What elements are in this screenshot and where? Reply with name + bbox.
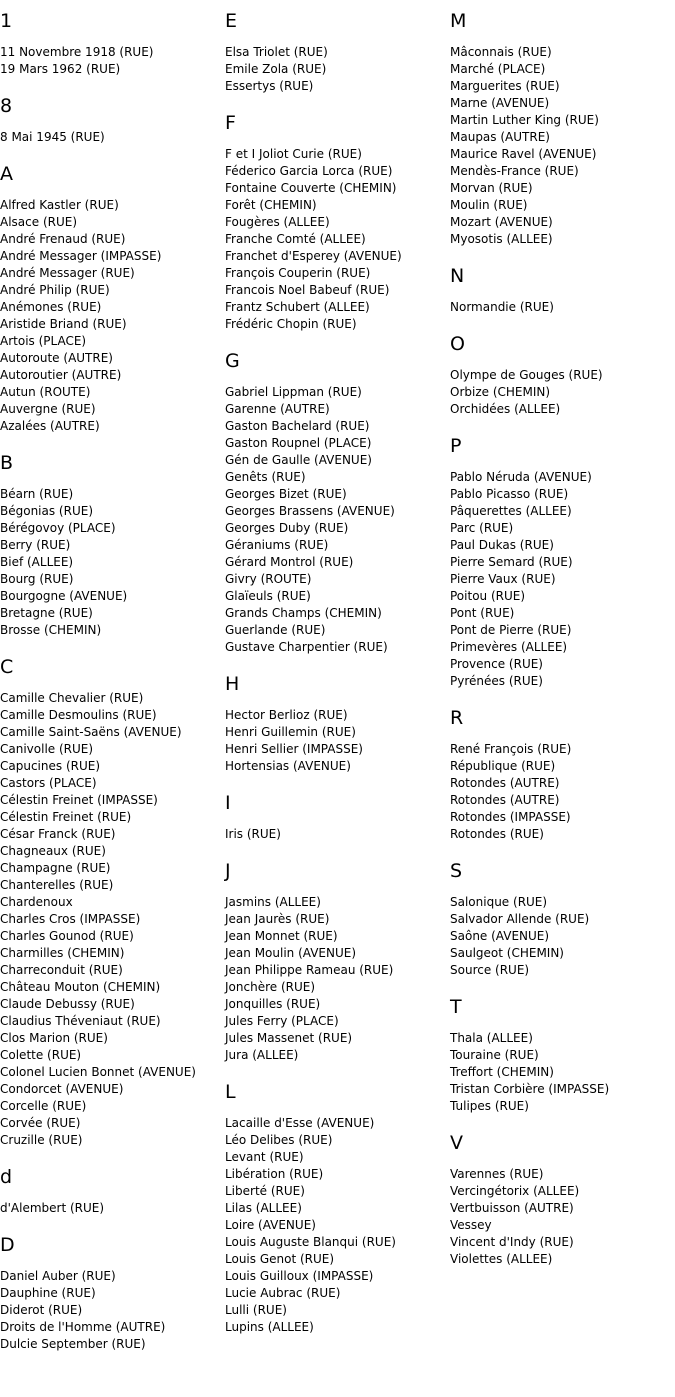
street-item[interactable]: F et I Joliot Curie (RUE) (225, 147, 362, 161)
street-item[interactable]: Franchet d'Esperey (AVENUE) (225, 249, 402, 263)
street-item[interactable]: Lupins (ALLEE) (225, 1320, 314, 1334)
street-item[interactable]: Pablo Picasso (RUE) (450, 487, 569, 501)
letter-heading: d (0, 1166, 13, 1188)
street-item[interactable]: Jean Monnet (RUE) (225, 929, 338, 943)
street-item[interactable]: Thala (ALLEE) (450, 1031, 533, 1045)
street-item[interactable]: 11 Novembre 1918 (RUE) (0, 45, 154, 59)
street-item[interactable]: Paul Dukas (RUE) (450, 538, 554, 552)
street-item[interactable]: Varennes (RUE) (450, 1167, 544, 1181)
street-item[interactable]: Jules Ferry (PLACE) (225, 1014, 339, 1028)
street-item[interactable]: Fougères (ALLEE) (225, 215, 330, 229)
letter-heading: H (225, 673, 240, 695)
street-item[interactable]: Primevères (ALLEE) (450, 640, 568, 654)
street-item[interactable]: Maupas (AUTRE) (450, 130, 550, 144)
street-item[interactable]: Rotondes (IMPASSE) (450, 810, 571, 824)
street-item[interactable]: Tristan Corbière (IMPASSE) (450, 1082, 610, 1096)
street-item[interactable]: Marne (AVENUE) (450, 96, 550, 110)
street-item[interactable]: Lilas (ALLEE) (225, 1201, 302, 1215)
letter-group (0, 655, 225, 1149)
letter-heading: O (450, 333, 465, 355)
street-item[interactable]: Rotondes (AUTRE) (450, 776, 560, 790)
street-item[interactable]: Charreconduit (RUE) (0, 963, 123, 977)
street-item[interactable]: Lucie Aubrac (RUE) (225, 1286, 341, 1300)
street-list (225, 44, 450, 95)
street-item[interactable]: Treffort (CHEMIN) (450, 1065, 554, 1079)
street-item[interactable]: Salonique (RUE) (450, 895, 548, 909)
street-item[interactable]: Elsa Triolet (RUE) (225, 45, 328, 59)
letter-heading: 8 (0, 95, 13, 117)
street-item[interactable]: Dauphine (RUE) (0, 1286, 96, 1300)
street-list (0, 129, 225, 146)
street-item[interactable]: Capucines (RUE) (0, 759, 101, 773)
street-list (450, 44, 675, 248)
street-item[interactable]: Claude Debussy (RUE) (0, 997, 135, 1011)
street-item[interactable]: Martin Luther King (RUE) (450, 113, 599, 127)
street-item[interactable]: Liberté (RUE) (225, 1184, 305, 1198)
street-item[interactable]: Georges Duby (RUE) (225, 521, 349, 535)
street-item[interactable]: Jura (ALLEE) (225, 1048, 299, 1062)
street-item[interactable]: Vincent d'Indy (RUE) (450, 1235, 574, 1249)
street-item[interactable]: Camille Saint-Saëns (AVENUE) (0, 725, 182, 739)
letter-group (225, 791, 450, 843)
street-item[interactable]: Jonquilles (RUE) (225, 997, 321, 1011)
street-item[interactable]: Jean Philippe Rameau (RUE) (225, 963, 394, 977)
street-item[interactable]: André Messager (RUE) (0, 266, 135, 280)
street-item[interactable]: Artois (PLACE) (0, 334, 87, 348)
letter-heading: C (0, 656, 14, 678)
letter-heading: D (0, 1234, 15, 1256)
letter-heading: P (450, 435, 462, 457)
letter-group (450, 264, 675, 316)
letter-heading: E (225, 10, 238, 32)
street-item[interactable]: Condorcet (AVENUE) (0, 1082, 124, 1096)
street-list (225, 1115, 450, 1336)
letter-group (225, 111, 450, 333)
letter-group (225, 9, 450, 95)
street-item[interactable]: Autoroute (AUTRE) (0, 351, 113, 365)
street-item[interactable]: Frédéric Chopin (RUE) (225, 317, 357, 331)
letter-heading: 1 (0, 10, 13, 32)
street-item[interactable]: Berry (RUE) (0, 538, 71, 552)
street-item[interactable]: Castors (PLACE) (0, 776, 97, 790)
street-item[interactable]: Glaïeuls (RUE) (225, 589, 311, 603)
street-item[interactable]: Château Mouton (CHEMIN) (0, 980, 161, 994)
street-item[interactable]: Vessey (450, 1218, 492, 1232)
street-item[interactable]: Levant (RUE) (225, 1150, 304, 1164)
street-list (0, 486, 225, 639)
letter-group (0, 1233, 225, 1353)
street-item[interactable]: Célestin Freinet (IMPASSE) (0, 793, 158, 807)
street-list (450, 299, 675, 316)
index-column (0, 0, 225, 1369)
street-item[interactable]: Anémones (RUE) (0, 300, 102, 314)
street-item[interactable]: Louis Guilloux (IMPASSE) (225, 1269, 374, 1283)
letter-group (0, 451, 225, 639)
street-list (225, 707, 450, 775)
street-item[interactable]: Béarn (RUE) (0, 487, 74, 501)
street-item[interactable]: René François (RUE) (450, 742, 572, 756)
street-item[interactable]: Bourgogne (AVENUE) (0, 589, 128, 603)
street-item[interactable]: Bief (ALLEE) (0, 555, 74, 569)
street-item[interactable]: 19 Mars 1962 (RUE) (0, 62, 121, 76)
street-item[interactable]: Henri Guillemin (RUE) (225, 725, 356, 739)
street-item[interactable]: Frantz Schubert (ALLEE) (225, 300, 370, 314)
street-item[interactable]: Corcelle (RUE) (0, 1099, 87, 1113)
street-list (225, 384, 450, 656)
street-item[interactable]: Moulin (RUE) (450, 198, 528, 212)
street-item[interactable]: Givry (ROUTE) (225, 572, 312, 586)
street-item[interactable]: Vertbuisson (AUTRE) (450, 1201, 574, 1215)
street-list (225, 894, 450, 1064)
street-item[interactable]: Brosse (CHEMIN) (0, 623, 102, 637)
street-item[interactable]: Aristide Briand (RUE) (0, 317, 127, 331)
letter-heading: B (0, 452, 14, 474)
street-list (225, 826, 450, 843)
street-item[interactable]: Jasmins (ALLEE) (225, 895, 321, 909)
street-item[interactable]: Marguerites (RUE) (450, 79, 560, 93)
street-item[interactable]: Olympe de Gouges (RUE) (450, 368, 603, 382)
street-item[interactable]: Bérégovoy (PLACE) (0, 521, 116, 535)
letter-group (450, 859, 675, 979)
street-item[interactable]: Louis Auguste Blanqui (RUE) (225, 1235, 396, 1249)
street-item[interactable]: Emile Zola (RUE) (225, 62, 327, 76)
street-item[interactable]: d'Alembert (RUE) (0, 1201, 105, 1215)
letter-heading: T (450, 996, 462, 1018)
street-item[interactable]: Pyrénées (RUE) (450, 674, 543, 688)
street-item[interactable]: Alsace (RUE) (0, 215, 78, 229)
letter-group (225, 859, 450, 1064)
street-item[interactable]: Saulgeot (CHEMIN) (450, 946, 564, 960)
street-item[interactable]: Azalées (AUTRE) (0, 419, 100, 433)
letter-group (225, 1080, 450, 1336)
street-item[interactable]: Bégonias (RUE) (0, 504, 93, 518)
street-item[interactable]: Loire (AVENUE) (225, 1218, 316, 1232)
street-item[interactable]: Célestin Freinet (RUE) (0, 810, 132, 824)
street-item[interactable]: Léo Delibes (RUE) (225, 1133, 333, 1147)
street-item[interactable]: Orchidées (ALLEE) (450, 402, 561, 416)
street-item[interactable]: Violettes (ALLEE) (450, 1252, 553, 1266)
street-item[interactable]: Rotondes (RUE) (450, 827, 544, 841)
street-item[interactable]: César Franck (RUE) (0, 827, 116, 841)
street-item[interactable]: Louis Genot (RUE) (225, 1252, 335, 1266)
street-item[interactable]: Touraine (RUE) (450, 1048, 539, 1062)
letter-heading: S (450, 860, 463, 882)
street-item[interactable]: Essertys (RUE) (225, 79, 314, 93)
street-item[interactable]: Myosotis (ALLEE) (450, 232, 553, 246)
street-item[interactable]: Source (RUE) (450, 963, 530, 977)
street-list (450, 367, 675, 418)
street-item[interactable]: Jean Jaurès (RUE) (225, 912, 330, 926)
street-item[interactable]: Dulcie September (RUE) (0, 1337, 146, 1351)
letter-group (0, 1165, 225, 1217)
street-item[interactable]: Gérard Montrol (RUE) (225, 555, 354, 569)
street-item[interactable]: Charles Cros (IMPASSE) (0, 912, 141, 926)
letter-group (225, 349, 450, 656)
letter-group (225, 672, 450, 775)
street-item[interactable]: André Messager (IMPASSE) (0, 249, 162, 263)
street-item[interactable]: Salvador Allende (RUE) (450, 912, 590, 926)
street-item[interactable]: Champagne (RUE) (0, 861, 111, 875)
street-list (0, 690, 225, 1149)
street-list (450, 741, 675, 843)
street-item[interactable]: Pierre Vaux (RUE) (450, 572, 556, 586)
street-item[interactable]: Féderico Garcia Lorca (RUE) (225, 164, 393, 178)
street-item[interactable]: Chanterelles (RUE) (0, 878, 114, 892)
letter-group (450, 9, 675, 248)
street-item[interactable]: Forêt (CHEMIN) (225, 198, 317, 212)
street-item[interactable]: Charmilles (CHEMIN) (0, 946, 125, 960)
street-item[interactable]: Normandie (RUE) (450, 300, 554, 314)
street-item[interactable]: Daniel Auber (RUE) (0, 1269, 116, 1283)
street-item[interactable]: Hortensias (AVENUE) (225, 759, 351, 773)
street-item[interactable]: Autun (ROUTE) (0, 385, 91, 399)
street-item[interactable]: François Couperin (RUE) (225, 266, 371, 280)
street-item[interactable]: Pablo Néruda (AVENUE) (450, 470, 592, 484)
street-item[interactable]: Lacaille d'Esse (AVENUE) (225, 1116, 375, 1130)
street-item[interactable]: Marché (PLACE) (450, 62, 546, 76)
street-item[interactable]: Orbize (CHEMIN) (450, 385, 551, 399)
street-item[interactable]: Bretagne (RUE) (0, 606, 93, 620)
street-item[interactable]: Iris (RUE) (225, 827, 281, 841)
street-item[interactable]: Fontaine Couverte (CHEMIN) (225, 181, 397, 195)
street-item[interactable]: Parc (RUE) (450, 521, 514, 535)
street-item[interactable]: André Philip (RUE) (0, 283, 110, 297)
street-item[interactable]: 8 Mai 1945 (RUE) (0, 130, 105, 144)
street-item[interactable]: Chardenoux (0, 895, 73, 909)
street-item[interactable]: Provence (RUE) (450, 657, 543, 671)
letter-heading: L (225, 1081, 236, 1103)
letter-group (450, 1131, 675, 1268)
letter-group (450, 706, 675, 843)
index-column (450, 0, 675, 1369)
street-item[interactable]: André Frenaud (RUE) (0, 232, 126, 246)
street-list (450, 1166, 675, 1268)
street-item[interactable]: République (RUE) (450, 759, 556, 773)
street-item[interactable]: Gaston Roupnel (PLACE) (225, 436, 372, 450)
street-item[interactable]: Georges Bizet (RUE) (225, 487, 347, 501)
street-item[interactable]: Gabriel Lippman (RUE) (225, 385, 362, 399)
street-list (450, 469, 675, 690)
street-item[interactable]: Clos Marion (RUE) (0, 1031, 108, 1045)
street-list (0, 44, 225, 78)
street-item[interactable]: Autoroutier (AUTRE) (0, 368, 122, 382)
street-list (450, 894, 675, 979)
street-item[interactable]: Auvergne (RUE) (0, 402, 96, 416)
street-item[interactable]: Poitou (RUE) (450, 589, 526, 603)
letter-group (450, 995, 675, 1115)
letter-heading: J (225, 860, 231, 882)
street-item[interactable]: Rotondes (AUTRE) (450, 793, 560, 807)
street-item[interactable]: Bourg (RUE) (0, 572, 74, 586)
street-list (450, 1030, 675, 1115)
street-item[interactable]: Camille Desmoulins (RUE) (0, 708, 157, 722)
street-item[interactable]: Canivolle (RUE) (0, 742, 94, 756)
street-item[interactable]: Camille Chevalier (RUE) (0, 691, 144, 705)
street-item[interactable]: Diderot (RUE) (0, 1303, 83, 1317)
street-item[interactable]: Franche Comté (ALLEE) (225, 232, 366, 246)
street-item[interactable]: Pont (RUE) (450, 606, 515, 620)
street-item[interactable]: Chagneaux (RUE) (0, 844, 106, 858)
street-item[interactable]: Jules Massenet (RUE) (225, 1031, 353, 1045)
letter-group (450, 332, 675, 418)
street-item[interactable]: Georges Brassens (AVENUE) (225, 504, 395, 518)
street-list (0, 1268, 225, 1353)
street-item[interactable]: Colonel Lucien Bonnet (AVENUE) (0, 1065, 196, 1079)
street-item[interactable]: Guerlande (RUE) (225, 623, 326, 637)
letter-group (0, 94, 225, 146)
letter-group (0, 162, 225, 435)
letter-heading: V (450, 1132, 463, 1154)
street-item[interactable]: Francois Noel Babeuf (RUE) (225, 283, 390, 297)
letter-group (450, 434, 675, 690)
index-column (225, 0, 450, 1369)
street-item[interactable]: Gén de Gaulle (AVENUE) (225, 453, 372, 467)
street-item[interactable]: Libération (RUE) (225, 1167, 324, 1181)
street-item[interactable]: Lulli (RUE) (225, 1303, 287, 1317)
street-item[interactable]: Saône (AVENUE) (450, 929, 550, 943)
street-item[interactable]: Gustave Charpentier (RUE) (225, 640, 388, 654)
street-item[interactable]: Tulipes (RUE) (450, 1099, 529, 1113)
street-item[interactable]: Droits de l'Homme (AUTRE) (0, 1320, 166, 1334)
street-item[interactable]: Pâquerettes (ALLEE) (450, 504, 572, 518)
street-item[interactable]: Maurice Ravel (AVENUE) (450, 147, 597, 161)
street-item[interactable]: Vercingétorix (ALLEE) (450, 1184, 580, 1198)
street-item[interactable]: Claudius Théveniaut (RUE) (0, 1014, 161, 1028)
letter-heading: M (450, 10, 467, 32)
street-item[interactable]: Géraniums (RUE) (225, 538, 329, 552)
letter-heading: A (0, 163, 13, 185)
letter-heading: I (225, 792, 231, 814)
street-list (0, 1200, 225, 1217)
letter-heading: N (450, 265, 465, 287)
letter-heading: G (225, 350, 240, 372)
street-item[interactable]: Jean Moulin (AVENUE) (225, 946, 357, 960)
street-item[interactable]: Mozart (AVENUE) (450, 215, 553, 229)
street-item[interactable]: Morvan (RUE) (450, 181, 533, 195)
street-item[interactable]: Corvée (RUE) (0, 1116, 81, 1130)
street-item[interactable]: Hector Berlioz (RUE) (225, 708, 348, 722)
street-list (225, 146, 450, 333)
street-item[interactable]: Alfred Kastler (RUE) (0, 198, 119, 212)
street-item[interactable]: Jonchère (RUE) (225, 980, 316, 994)
street-item[interactable]: Genêts (RUE) (225, 470, 306, 484)
street-item[interactable]: Pont de Pierre (RUE) (450, 623, 572, 637)
letter-group (0, 9, 225, 78)
letter-heading: F (225, 112, 236, 134)
street-list (0, 197, 225, 435)
street-item[interactable]: Henri Sellier (IMPASSE) (225, 742, 363, 756)
street-item[interactable]: Mendès-France (RUE) (450, 164, 579, 178)
street-item[interactable]: Pierre Semard (RUE) (450, 555, 573, 569)
street-item[interactable]: Garenne (AUTRE) (225, 402, 330, 416)
letter-heading: R (450, 707, 464, 729)
street-item[interactable]: Cruzille (RUE) (0, 1133, 83, 1147)
street-item[interactable]: Mâconnais (RUE) (450, 45, 552, 59)
street-item[interactable]: Charles Gounod (RUE) (0, 929, 134, 943)
street-item[interactable]: Colette (RUE) (0, 1048, 82, 1062)
street-item[interactable]: Grands Champs (CHEMIN) (225, 606, 382, 620)
street-item[interactable]: Gaston Bachelard (RUE) (225, 419, 370, 433)
